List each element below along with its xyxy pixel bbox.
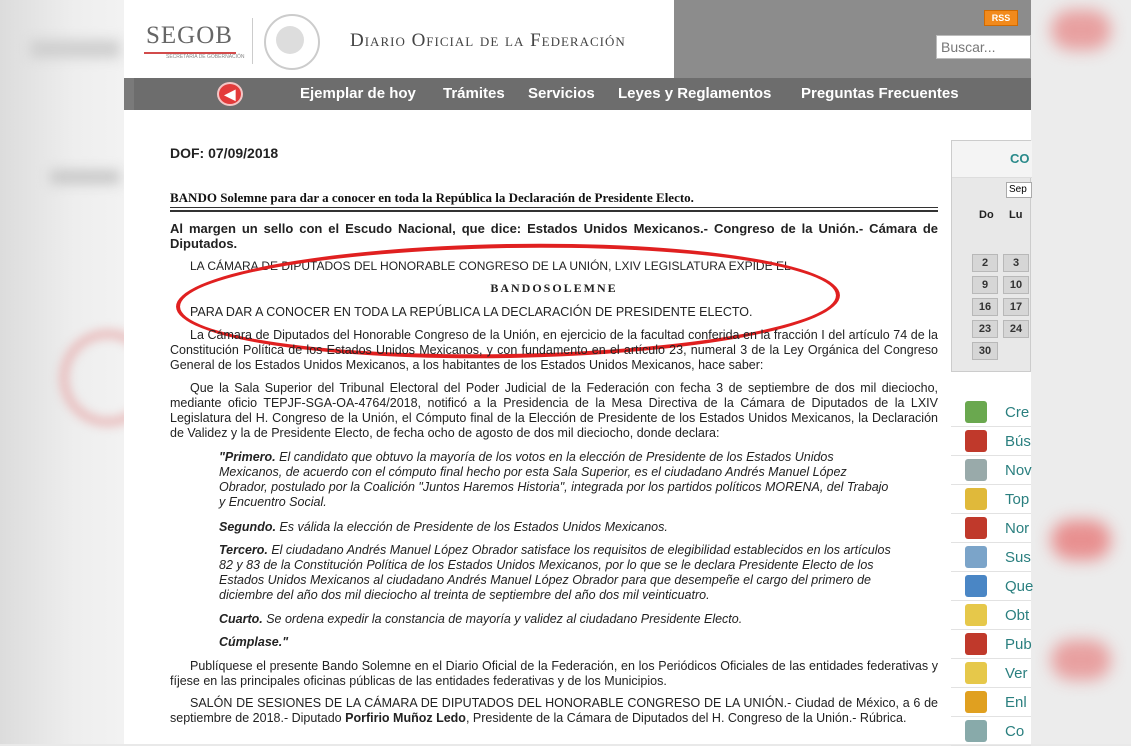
mailbox-icon <box>965 575 987 597</box>
quote-cuarto <box>219 612 891 627</box>
segob-logo-sub: SECRETARÍA DE GOBERNACIÓN <box>166 54 245 60</box>
sidebar-link-label: Co <box>1005 723 1025 740</box>
quote-cumplase <box>219 635 891 650</box>
sidebar-link[interactable] <box>951 543 1031 572</box>
seal-center <box>276 26 304 54</box>
blurred-shape <box>1051 520 1111 560</box>
sidebar-link[interactable] <box>951 630 1031 659</box>
paragraph-3: Publíquese el presente Bando Solemne en el Diario Oficial de la Federación, en los Periódicos Oficiales de las entidades federativas y fíjese en las principales oficinas públicas de las entidades federativas y de los Municipios. <box>170 659 938 688</box>
nav-tramites[interactable]: Trámites <box>443 85 505 102</box>
sidebar-link[interactable] <box>951 398 1031 427</box>
contact-icon <box>965 720 987 742</box>
paragraph-1: La Cámara de Diputados del Honorable Congreso de la Unión, en ejercicio de la facultad conferida en la fracción I del artículo 74 de la Constitución Política de los Estados Unidos Mexicanos, y con fundamento en el artículo 23, numeral 3 de la Ley Orgánica del Congreso General de los Estados Unidos Mexicanos, a los habitantes de los Estados Unidos Mexicanos, hace saber: <box>170 328 938 372</box>
calendar-day[interactable]: 17 <box>1003 298 1029 316</box>
sidebar-link-label: Sus <box>1005 549 1031 566</box>
sidebar-link[interactable] <box>951 688 1031 717</box>
closing-text: , Presidente de la Cámara de Diputados del H. Congreso de la Unión.- Rúbrica. <box>465 711 907 725</box>
rss-button[interactable]: RSS <box>984 10 1018 26</box>
sidebar-link[interactable] <box>951 485 1031 514</box>
dof-page <box>124 0 1034 744</box>
quote-text: Es válida la elección de Presidente de los Estados Unidos Mexicanos. <box>275 520 668 534</box>
main-nav <box>124 78 1031 110</box>
calendar-day[interactable]: 24 <box>1003 320 1029 338</box>
document-icon <box>965 459 987 481</box>
quote-label: "Primero. <box>219 450 276 464</box>
expide-line: LA CÁMARA DE DIPUTADOS DEL HONORABLE CONGRESO DE LA UNIÓN, LXIV LEGISLATURA EXPIDE EL <box>190 259 791 273</box>
search-icon <box>965 430 987 452</box>
publication-date: DOF: 07/09/2018 <box>170 145 279 161</box>
blurred-shape <box>30 40 120 58</box>
nav-servicios[interactable]: Servicios <box>528 85 595 102</box>
logo-area[interactable] <box>124 0 674 78</box>
quote-text: El candidato que obtuvo la mayoría de los votos en la elección de Presidente de los Estados Unidos Mexicanos, de acuerdo con el cómputo final hecho por esta Sala Superior, es el ciudadano Andrés Manuel López Obrador, postulado por la Coalición "Juntos Haremos Historia", integrada por los partidos políticos MORENA, del Trabajo y Encuentro Social. <box>219 450 889 509</box>
site-title: Diario Oficial de la Federación <box>350 30 626 51</box>
blurred-shape <box>1051 640 1111 680</box>
segob-logo: SEGOB <box>146 22 233 49</box>
sidebar-link-label: Que <box>1005 578 1034 595</box>
sidebar-link-label: Ver <box>1005 665 1028 682</box>
quote-text: Se ordena expedir la constancia de mayoría y validez al ciudadano Presidente Electo. <box>262 612 743 626</box>
sidebar-link-label: Obt <box>1005 607 1030 624</box>
search-input[interactable]: Buscar... <box>936 35 1031 59</box>
edit-icon <box>965 546 987 568</box>
sidebar-link-label: Enl <box>1005 694 1027 711</box>
sidebar-link[interactable] <box>951 572 1034 601</box>
signer-name: Porfirio Muñoz Ledo <box>345 711 466 725</box>
nav-leyes[interactable]: Leyes y Reglamentos <box>618 85 772 102</box>
calendar-day[interactable]: 16 <box>972 298 998 316</box>
title-rule <box>170 207 938 208</box>
sidebar-link[interactable] <box>951 717 1031 746</box>
quote-label: Cúmplase." <box>219 635 289 649</box>
nav-ejemplar[interactable]: Ejemplar de hoy <box>300 85 416 102</box>
seal-note: Al margen un sello con el Escudo Nacional, que dice: Estados Unidos Mexicanos.- Congreso de la Unión.- Cámara de Diputados. <box>170 221 938 251</box>
sidebar-link[interactable] <box>951 427 1031 456</box>
calendar-header <box>952 141 1032 178</box>
blurred-shape <box>50 170 120 184</box>
sidebar-link-label: Pub <box>1005 636 1032 653</box>
quote-text: El ciudadano Andrés Manuel López Obrador satisface los requisitos de elegibilidad establecidos en los artículos 82 y 83 de la Constitución Política de los Estados Unidos Mexicanos, por lo que se le declara Presidente Electo de los Estados Unidos Mexicanos al ciudadano Andrés Manuel López Obrador para que desempeñe el cargo del primero de diciembre del año dos mil dieciocho al treinta de septiembre del año dos mil veinticuatro. <box>219 543 891 602</box>
note-icon <box>965 604 987 626</box>
sidebar-link-label: Nov <box>1005 462 1032 479</box>
site-header <box>124 0 1031 78</box>
calendar-day[interactable]: 23 <box>972 320 998 338</box>
right-sidebar <box>951 110 1034 744</box>
weekday-label: Do <box>979 209 994 221</box>
blurred-shape <box>1051 10 1111 50</box>
nom-icon <box>965 517 987 539</box>
check-doc-icon <box>965 662 987 684</box>
paragraph-2: Que la Sala Superior del Tribunal Electoral del Poder Judicial de la Federación con fecha 3 de septiembre de dos mil dieciocho, mediante oficio TEPJF-SGA-OA-4764/2018, notificó a la Presidencia de la Mesa Directiva de la Cámara de Diputados de la LXIV Legislatura del H. Congreso de la Unión, el Cómputo final de la Elección de Presidente de los Estados Unidos Mexicanos, la Declaración de Validez y la de Presidente Electo, de fecha ocho de agosto de dos mil dieciocho, donde declara: <box>170 381 938 440</box>
closing-text: SALÓN DE SESIONES DE LA CÁMARA DE DIPUTADOS DEL HONORABLE CONGRESO DE LA UNIÓN.- Ciudad de México, a 6 de septiembre de 2018.- Diputado <box>170 696 938 725</box>
quote-primero <box>219 450 891 510</box>
sidebar-link[interactable] <box>951 456 1031 485</box>
nav-preguntas[interactable]: Preguntas Frecuentes <box>801 85 959 102</box>
user-add-icon <box>965 401 987 423</box>
calendar-day[interactable]: 30 <box>972 342 998 360</box>
blurred-background-right <box>1031 0 1131 744</box>
sidebar-link-label: Bús <box>1005 433 1031 450</box>
calendar-widget <box>951 140 1031 372</box>
paragraph-4 <box>170 696 938 726</box>
quote-label: Segundo. <box>219 520 276 534</box>
news-icon <box>965 633 987 655</box>
quote-label: Tercero. <box>219 543 268 557</box>
quote-tercero <box>219 543 891 603</box>
quote-segundo <box>219 520 891 535</box>
back-arrow-icon[interactable]: ◀ <box>217 82 243 106</box>
title-rule <box>170 210 938 212</box>
quote-label: Cuarto. <box>219 612 263 626</box>
star-icon <box>965 488 987 510</box>
calendar-day[interactable]: 9 <box>972 276 998 294</box>
blurred-background-left <box>0 0 124 744</box>
weekday-label: Lu <box>1009 209 1023 221</box>
month-select[interactable]: Sep <box>1006 182 1032 198</box>
calendar-day[interactable]: 2 <box>972 254 998 272</box>
bando-heading: BANDOSOLEMNE <box>490 281 618 295</box>
logo-divider <box>252 18 253 64</box>
nav-strip <box>124 78 134 110</box>
sidebar-link-label: Top <box>1005 491 1030 508</box>
star-icon <box>965 691 987 713</box>
sidebar-link-label: Nor <box>1005 520 1030 537</box>
calendar-day[interactable]: 10 <box>1003 276 1029 294</box>
sidebar-link-label: Cre <box>1005 404 1030 421</box>
sidebar-link[interactable] <box>951 659 1031 688</box>
document-title: BANDO Solemne para dar a conocer en toda la República la Declaración de Presidente Electo. <box>170 190 694 205</box>
sidebar-link[interactable] <box>951 514 1031 543</box>
purpose-line: PARA DAR A CONOCER EN TODA LA REPÚBLICA LA DECLARACIÓN DE PRESIDENTE ELECTO. <box>190 305 753 319</box>
calendar-day[interactable]: 3 <box>1003 254 1029 272</box>
sidebar-link[interactable] <box>951 601 1031 630</box>
calendar-title: CO <box>1010 151 1030 166</box>
